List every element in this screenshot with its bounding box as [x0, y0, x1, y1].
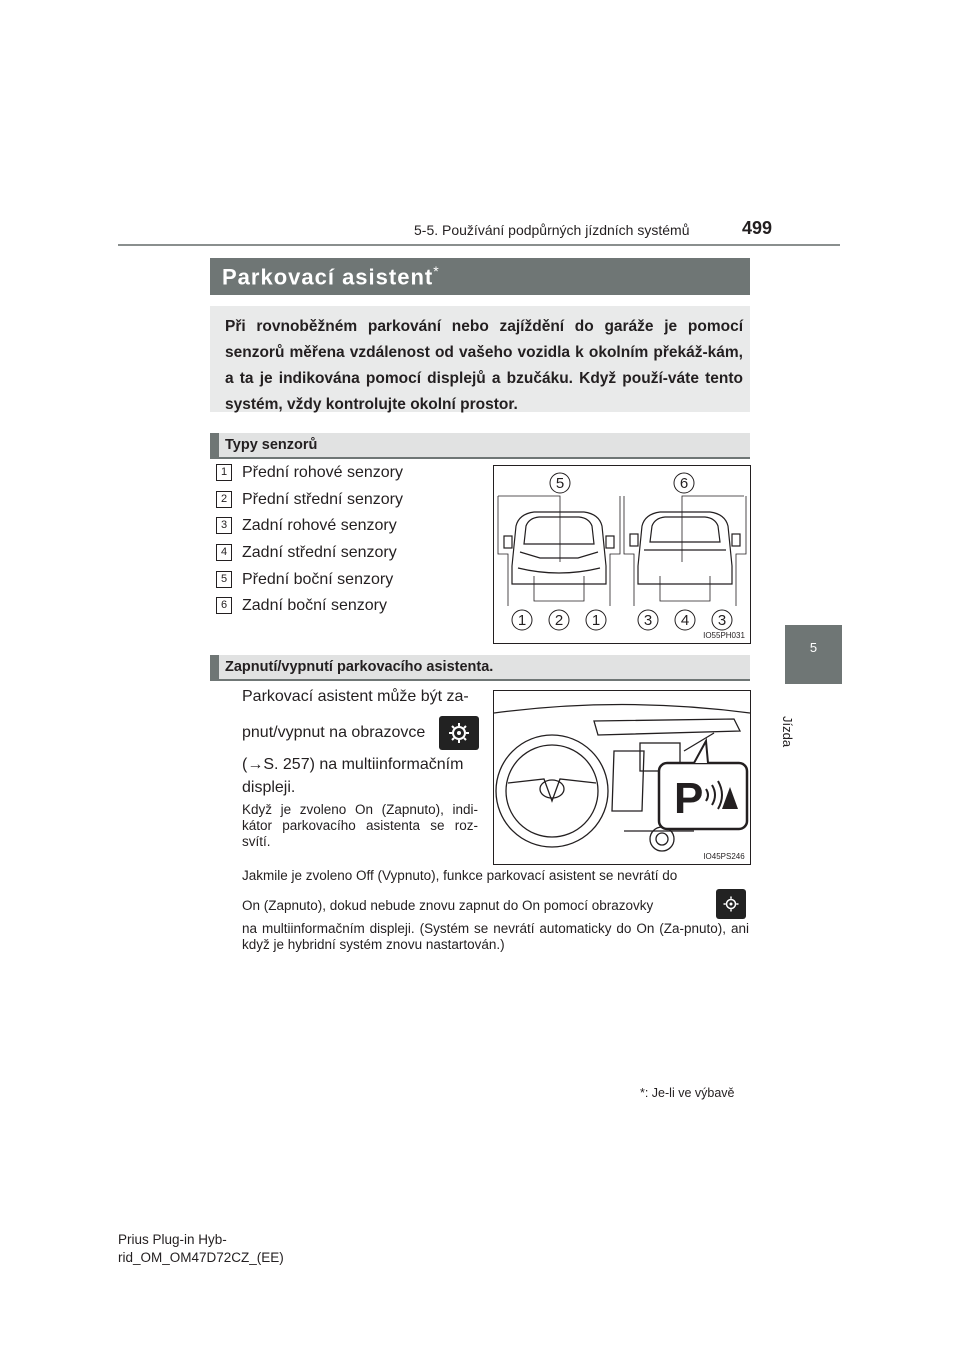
- sensor-label: Přední rohové senzory: [242, 464, 403, 481]
- toggle-para-line3: (→S. 257) na multiinformačním: [242, 756, 464, 773]
- heading-bar: [210, 433, 219, 457]
- sensor-item: [216, 597, 387, 617]
- callout-label: 4: [680, 612, 690, 629]
- footnote: *: Je-li ve výbavě: [640, 1086, 735, 1100]
- item-number: 3: [216, 517, 232, 534]
- callout-label: 5: [555, 475, 565, 492]
- toggle-heading: [210, 655, 750, 681]
- optional-mark: *: [433, 263, 440, 279]
- parking-p-symbol: P: [674, 774, 704, 823]
- item-number: 1: [216, 464, 232, 481]
- sensor-item: [216, 464, 403, 484]
- note-off-line2: On (Zapnuto), dokud nebude znovu zapnut do On pomocí obrazovky: [242, 898, 654, 913]
- section-header: 5-5. Používání podpůrných jízdních systémů: [414, 222, 690, 238]
- rear-car-drawing: [630, 512, 740, 584]
- sensor-label: Zadní boční senzory: [242, 597, 387, 614]
- sensor-item: [216, 571, 393, 591]
- sensor-label: Zadní střední senzory: [242, 544, 397, 561]
- note-off-line1: Jakmile je zvoleno Off (Vypnuto), funkce parkovací asistent se nevrátí do: [242, 868, 678, 883]
- chapter-tab-number: 5: [809, 640, 818, 655]
- item-number: 4: [216, 544, 232, 561]
- chapter-tab-label: Jízda: [780, 716, 795, 748]
- front-car-drawing: [504, 512, 614, 584]
- toggle-para-line1: Parkovací asistent může být za-: [242, 688, 469, 705]
- footer-model-line2: rid_OM_OM47D72CZ_(EE): [118, 1250, 284, 1265]
- page-number: 499: [742, 218, 773, 238]
- callout-label: 6: [679, 475, 689, 492]
- note-off-line3: na multiinformačním displeji. (Systém se nevrátí automaticky do On (Za-pnuto), ani když je hybridní systém znovu nastartován.): [242, 921, 749, 952]
- sensor-types-heading-text: Typy senzorů: [225, 437, 318, 453]
- parking-indicator-callout: [659, 741, 747, 829]
- settings-gear-icon: [439, 716, 479, 750]
- toggle-para-line4: displeji.: [242, 779, 296, 796]
- figure-code: IO45PS246: [703, 852, 745, 861]
- sensor-item: [216, 517, 397, 537]
- callout-label: 1: [591, 612, 601, 629]
- dashboard-figure: [493, 690, 751, 865]
- sensor-location-figure: [493, 465, 751, 644]
- footer-model-line1: Prius Plug-in Hyb-: [118, 1232, 227, 1247]
- sensor-item: [216, 544, 397, 564]
- page-title: [222, 263, 440, 290]
- callout-label: 3: [717, 612, 727, 629]
- sensor-types-heading: [210, 433, 750, 459]
- callout-label: 3: [643, 612, 653, 629]
- item-number: 2: [216, 491, 232, 508]
- figure-code: IO55PH031: [703, 631, 745, 640]
- settings-screen-icon-wrap: [716, 889, 746, 919]
- sensor-label: Zadní rohové senzory: [242, 517, 397, 534]
- settings-screen-icon-wrap: [439, 716, 479, 750]
- callout-label: 1: [517, 612, 527, 629]
- header-rule: [118, 244, 840, 246]
- item-number: 5: [216, 571, 232, 588]
- page-title-text: Parkovací asistent: [222, 264, 434, 290]
- figure-callouts: [512, 473, 732, 630]
- toggle-heading-text: Zapnutí/vypnutí parkovacího asistenta.: [225, 659, 494, 675]
- intro-text: Při rovnoběžném parkování nebo zajíždění do garáže je pomocí senzorů měřena vzdálenost od vašeho vozidla k okolním překáž-kám, a ta je indikována pomocí displejů a bzučáku. Když použí-váte tento systém, vždy kontrolujte okolní prostor.: [225, 318, 743, 413]
- sensor-item: [216, 491, 403, 511]
- sensor-label: Přední střední senzory: [242, 491, 403, 508]
- toggle-para-line2: pnut/vypnut na obrazovce: [242, 724, 426, 741]
- item-number: 6: [216, 597, 232, 614]
- sensor-label: Přední boční senzory: [242, 571, 394, 588]
- settings-gear-icon: [716, 889, 746, 919]
- callout-label: 2: [554, 612, 564, 629]
- note-on-indicator: Když je zvoleno On (Zapnuto), indi-kátor parkovacího asistenta se roz-svítí.: [242, 802, 478, 849]
- heading-bar: [210, 655, 219, 679]
